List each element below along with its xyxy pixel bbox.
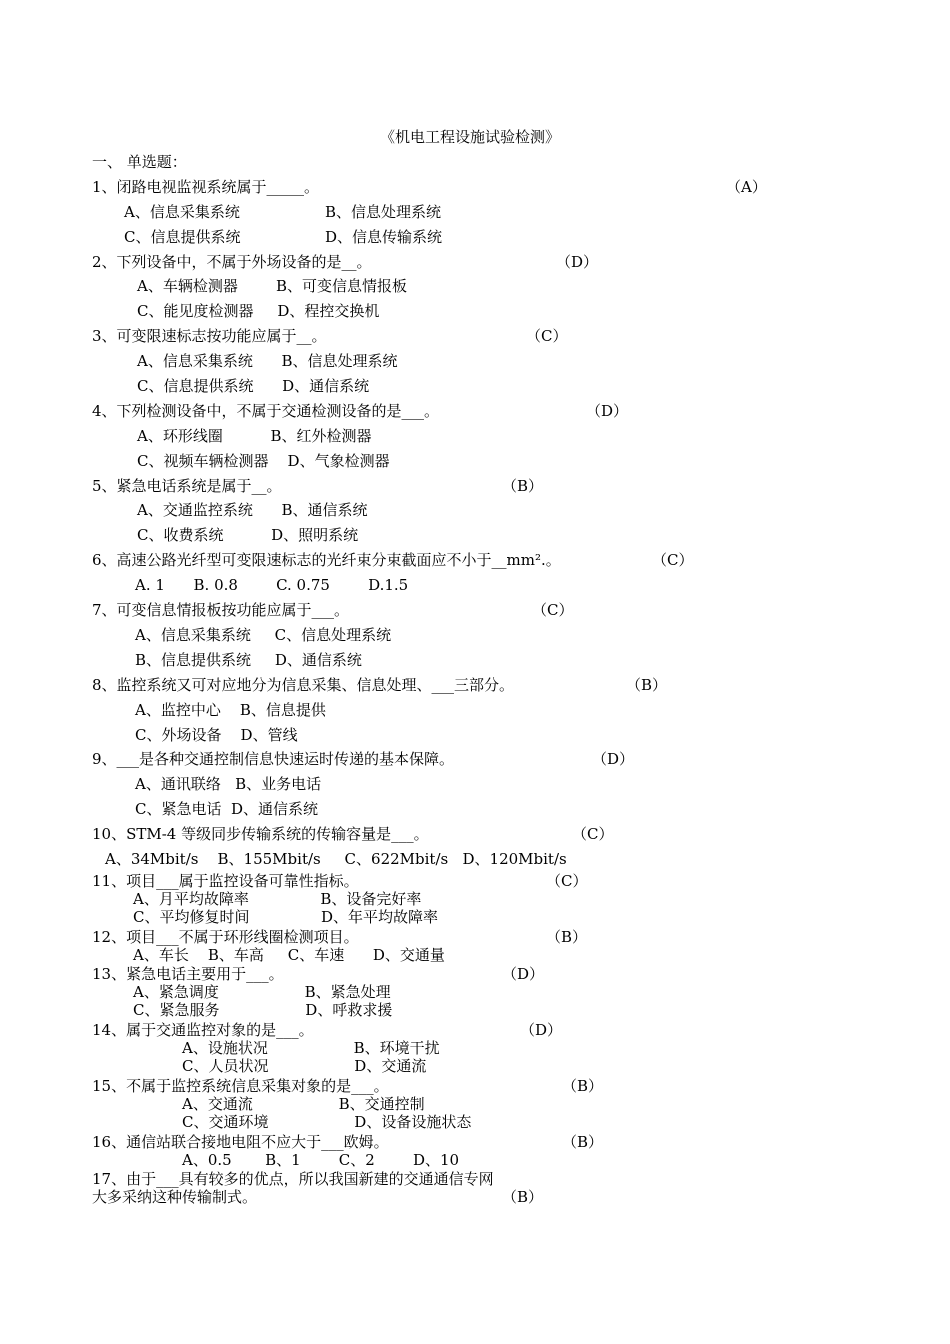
answer-2: （D） — [556, 253, 599, 271]
option-line: B、信息处理系统 — [325, 203, 442, 221]
answer-15: （B） — [562, 1077, 604, 1095]
option-line: A、交通流 B、交通控制 — [182, 1095, 425, 1113]
option-line: A、通讯联络 B、业务电话 — [135, 775, 322, 793]
question-13: 13、紧急电话主要用于___。 — [92, 965, 284, 983]
option-line: A、设施状况 B、环境干扰 — [182, 1039, 440, 1057]
option-line: A、紧急调度 B、紧急处理 — [133, 983, 391, 1001]
question-4: 4、下列检测设备中，不属于交通检测设备的是___。 — [92, 402, 440, 420]
option-line: C、视频车辆检测器 D、气象检测器 — [137, 452, 390, 470]
document-title: 《机电工程设施试验检测》 — [380, 128, 561, 146]
section-heading: 一、 单选题： — [92, 153, 187, 171]
option-line: B、信息提供系统 D、通信系统 — [135, 651, 362, 669]
answer-13: （D） — [502, 965, 545, 983]
option-line: C、信息提供系统 D、通信系统 — [137, 377, 370, 395]
option-line: A、信息采集系统 C、信息处理系统 — [135, 626, 392, 644]
question-9: 9、___是各种交通控制信息快速运时传递的基本保障。 — [92, 750, 455, 768]
question-7: 7、可变信息情报板按功能应属于___。 — [92, 601, 350, 619]
option-line: A、交通监控系统 B、通信系统 — [137, 501, 368, 519]
question-15: 15、不属于监控系统信息采集对象的是___。 — [92, 1077, 389, 1095]
answer-8: （B） — [626, 676, 668, 694]
option-line: C、能见度检测器 D、程控交换机 — [137, 302, 380, 320]
answer-9: （D） — [592, 750, 635, 768]
option-line: A、车长 B、车高 C、车速 D、交通量 — [133, 946, 445, 964]
question-12: 12、项目___不属于环形线圈检测项目。 — [92, 928, 359, 946]
option-line: A、34Mbit/s B、155Mbit/s C、622Mbit/s D、120Mbit/s — [105, 850, 567, 868]
answer-7: （C） — [532, 601, 574, 619]
answer-12: （B） — [546, 928, 588, 946]
option-line: C、紧急电话 D、通信系统 — [135, 800, 319, 818]
question-6: 6、高速公路光纤型可变限速标志的光纤束分束截面应不小于__mm².。 — [92, 551, 561, 569]
option-line: C、信息提供系统 — [124, 228, 241, 246]
question-10: 10、STM-4 等级同步传输系统的传输容量是___。 — [92, 825, 429, 843]
answer-6: （C） — [652, 551, 694, 569]
question-11: 11、项目___属于监控设备可靠性指标。 — [92, 872, 359, 890]
question-1: 1、闭路电视监视系统属于_____。 — [92, 178, 320, 196]
option-line: C、平均修复时间 D、年平均故障率 — [133, 908, 439, 926]
question-16: 16、通信站联合接地电阻不应大于___欧姆。 — [92, 1133, 389, 1151]
option-line: C、交通环境 D、设备设施状态 — [182, 1113, 472, 1131]
option-line: A、月平均故障率 B、设备完好率 — [133, 890, 422, 908]
question-2: 2、下列设备中，不属于外场设备的是__。 — [92, 253, 372, 271]
question-3: 3、可变限速标志按功能应属于__。 — [92, 327, 327, 345]
option-line: C、外场设备 D、管线 — [135, 726, 298, 744]
answer-1: （A） — [726, 178, 767, 196]
answer-17: （B） — [502, 1188, 544, 1206]
option-line: A、车辆检测器 B、可变信息情报板 — [137, 277, 408, 295]
question-8: 8、监控系统又可对应地分为信息采集、信息处理、___三部分。 — [92, 676, 515, 694]
answer-4: （D） — [586, 402, 629, 420]
question-14: 14、属于交通监控对象的是___。 — [92, 1021, 314, 1039]
option-line: A、环形线圈 B、红外检测器 — [137, 427, 372, 445]
question-17: 17、由于___具有较多的优点，所以我国新建的交通通信专网 — [92, 1170, 494, 1188]
answer-3: （C） — [526, 327, 568, 345]
option-line: A. 1 B. 0.8 C. 0.75 D.1.5 — [135, 576, 409, 594]
option-line: A、0.5 B、1 C、2 D、10 — [182, 1151, 460, 1169]
option-line: C、收费系统 D、照明系统 — [137, 526, 359, 544]
answer-14: （D） — [520, 1021, 563, 1039]
option-line: C、紧急服务 D、呼救求援 — [133, 1001, 393, 1019]
answer-11: （C） — [546, 872, 588, 890]
question-17-continued: 大多采纳这种传输制式。 — [92, 1188, 258, 1206]
answer-10: （C） — [572, 825, 614, 843]
option-line: C、人员状况 D、交通流 — [182, 1057, 427, 1075]
question-5: 5、紧急电话系统是属于__。 — [92, 477, 282, 495]
option-line: D、信息传输系统 — [325, 228, 443, 246]
option-line: A、监控中心 B、信息提供 — [135, 701, 326, 719]
answer-5: （B） — [502, 477, 544, 495]
answer-16: （B） — [562, 1133, 604, 1151]
option-line: A、信息采集系统 B、信息处理系统 — [137, 352, 398, 370]
option-line: A、信息采集系统 — [124, 203, 240, 221]
